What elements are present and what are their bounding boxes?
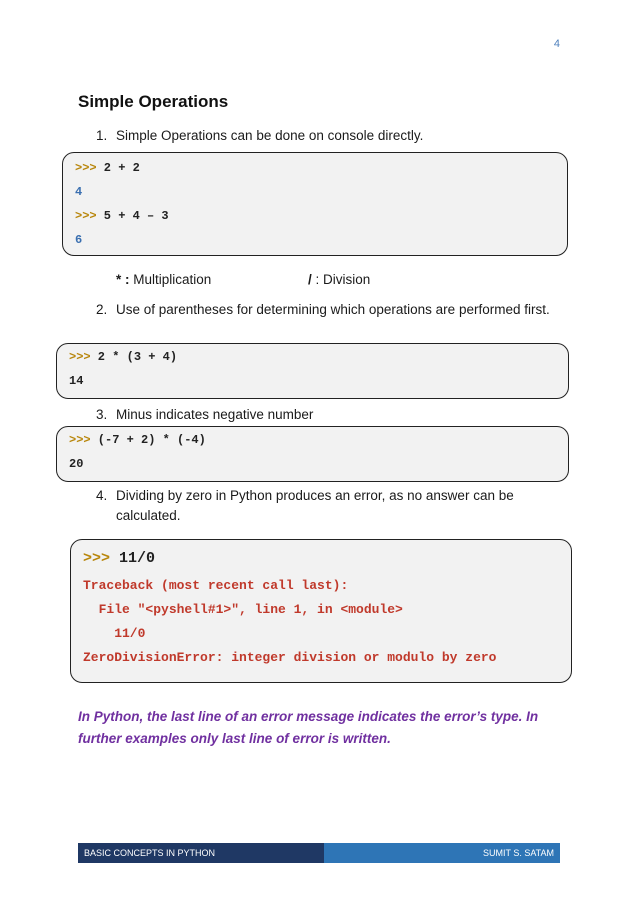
code-box-parentheses	[56, 343, 569, 399]
traceback-line: Traceback (most recent call last):	[83, 578, 349, 593]
code-box-negative	[56, 426, 569, 482]
list-text: Dividing by zero in Python produces an error, as no answer can be calculated.	[116, 488, 514, 523]
list-text: Simple Operations can be done on console directly.	[116, 128, 424, 143]
footer-course-title: BASIC CONCEPTS IN PYTHON	[78, 843, 324, 863]
list-text: Minus indicates negative number	[116, 407, 314, 422]
page-number: 4	[553, 38, 560, 50]
prompt: >>>	[69, 350, 91, 364]
code-output: 4	[75, 185, 83, 199]
traceback-file-line: File "<pyshell#1>", line 1, in <module>	[83, 602, 403, 617]
list-text: Use of parentheses for determining which operations are performed first.	[116, 302, 550, 317]
code-line	[83, 550, 155, 567]
code-line	[75, 209, 169, 223]
command: 11/0	[110, 550, 156, 567]
list-number: 4.	[96, 488, 108, 503]
mult-symbol: * :	[116, 272, 130, 287]
list-number: 3.	[96, 407, 108, 422]
page-footer	[78, 843, 560, 863]
prompt: >>>	[69, 433, 91, 447]
command: 2 + 2	[96, 161, 140, 175]
div-label: : Division	[311, 272, 371, 287]
error-type-line: ZeroDivisionError: integer division or modulo by zero	[83, 650, 497, 665]
code-output: 20	[69, 457, 84, 471]
list-item-4	[96, 486, 576, 526]
code-output: 14	[69, 374, 84, 388]
traceback-code-line: 11/0	[83, 626, 146, 641]
command: 2 * (3 + 4)	[90, 350, 178, 364]
code-line	[69, 433, 206, 447]
list-item-2	[96, 300, 576, 320]
division-line	[308, 272, 370, 287]
prompt: >>>	[83, 550, 111, 567]
mult-label: Multiplication	[129, 272, 212, 287]
operators-line	[116, 272, 211, 287]
code-box-error	[70, 539, 572, 683]
list-number: 2.	[96, 302, 108, 317]
code-line	[75, 161, 140, 175]
code-output: 6	[75, 233, 83, 247]
prompt: >>>	[75, 209, 97, 223]
section-title: Simple Operations	[78, 92, 229, 111]
footer-author: SUMIT S. SATAM	[324, 843, 560, 863]
error-note: In Python, the last line of an error message indicates the error’s type. In further examples only last line of error is written.	[78, 709, 539, 746]
list-item-1	[96, 126, 423, 146]
div-symbol: /	[308, 272, 312, 287]
code-line	[69, 350, 177, 364]
command: (-7 + 2) * (-4)	[90, 433, 206, 447]
prompt: >>>	[75, 161, 97, 175]
list-item-3	[96, 405, 313, 425]
list-number: 1.	[96, 128, 108, 143]
command: 5 + 4 – 3	[96, 209, 169, 223]
code-box-console	[62, 152, 568, 256]
